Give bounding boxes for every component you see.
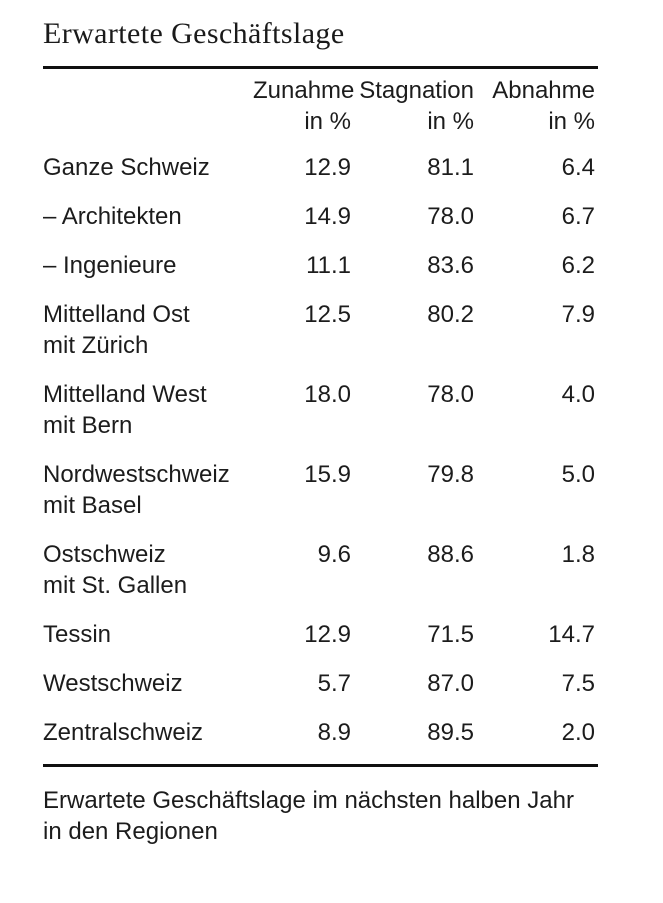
value-stagnation: 79.8 (427, 461, 474, 488)
value-stagnation: 89.5 (427, 719, 474, 746)
value-stagnation: 78.0 (427, 203, 474, 230)
table-row-zentralschweiz (43, 717, 598, 748)
table-row-nordwestschweiz (43, 459, 598, 521)
row-label: Tessin (43, 621, 112, 648)
value-stagnation: 80.2 (427, 301, 474, 328)
value-abnahme: 2.0 (561, 719, 595, 746)
row-label: – Architekten (43, 203, 182, 230)
column-header-zunahme (253, 75, 355, 137)
column-header-unit: in % (304, 108, 351, 135)
row-label: Zentralschweiz (43, 719, 204, 746)
value-abnahme: 6.4 (561, 154, 595, 181)
table-row-westschweiz (43, 668, 598, 699)
table-row-ingenieure (43, 250, 598, 281)
row-label: Mittelland West (43, 381, 207, 408)
value-zunahme: 14.9 (304, 203, 351, 230)
bottom-rule (43, 764, 598, 767)
column-header-abnahme (474, 75, 598, 137)
table-header-row (43, 69, 598, 137)
value-zunahme: 18.0 (304, 381, 351, 408)
table-row-ganze-schweiz (43, 152, 598, 183)
value-abnahme: 7.5 (561, 670, 595, 697)
table-row-ostschweiz (43, 539, 598, 601)
row-sublabel: mit Basel (43, 492, 142, 519)
row-label-cell (43, 379, 253, 441)
row-label-cell (43, 717, 253, 748)
value-abnahme: 5.0 (561, 461, 595, 488)
row-sublabel: mit Bern (43, 412, 133, 439)
row-sublabel: mit St. Gallen (43, 572, 188, 599)
column-header-unit: in % (548, 108, 595, 135)
value-abnahme: 4.0 (561, 381, 595, 408)
row-label: Nordwestschweiz (43, 461, 230, 488)
row-label-cell (43, 152, 253, 183)
row-label: Westschweiz (43, 670, 183, 697)
table-body (43, 152, 598, 748)
column-header-unit: in % (427, 108, 474, 135)
value-zunahme: 12.5 (304, 301, 351, 328)
business-outlook-table-figure (43, 16, 598, 847)
value-stagnation: 87.0 (427, 670, 474, 697)
table-row-mittelland-west (43, 379, 598, 441)
row-label-cell (43, 201, 253, 232)
column-header-label: Abnahme (492, 77, 595, 104)
table-row-architekten (43, 201, 598, 232)
row-label-cell (43, 299, 253, 361)
figure-caption: Erwartete Geschäftslage im nächsten halben Jahr in den Regionen (43, 787, 574, 845)
column-header-stagnation (351, 75, 474, 137)
row-label-cell (43, 250, 253, 281)
value-stagnation: 78.0 (427, 381, 474, 408)
value-zunahme: 11.1 (306, 252, 351, 279)
value-zunahme: 12.9 (304, 154, 351, 181)
row-label-cell (43, 459, 253, 521)
column-header-label: Zunahme (253, 77, 355, 104)
row-label: Mittelland Ost (43, 301, 190, 328)
row-label-cell (43, 539, 253, 601)
value-zunahme: 12.9 (304, 621, 351, 648)
value-abnahme: 6.2 (561, 252, 595, 279)
table-row-tessin (43, 619, 598, 650)
value-zunahme: 5.7 (317, 670, 351, 697)
value-zunahme: 8.9 (317, 719, 351, 746)
value-stagnation: 88.6 (427, 541, 474, 568)
value-stagnation: 83.6 (427, 252, 474, 279)
table-row-mittelland-ost (43, 299, 598, 361)
value-zunahme: 9.6 (317, 541, 351, 568)
row-label: Ostschweiz (43, 541, 166, 568)
value-zunahme: 15.9 (304, 461, 351, 488)
column-header-label: Stagnation (359, 77, 474, 104)
value-abnahme: 14.7 (548, 621, 595, 648)
row-sublabel: mit Zürich (43, 332, 149, 359)
row-label-cell (43, 668, 253, 699)
value-abnahme: 1.8 (561, 541, 595, 568)
value-stagnation: 81.1 (427, 154, 474, 181)
value-stagnation: 71.5 (427, 621, 474, 648)
row-label-cell (43, 619, 253, 650)
row-label: – Ingenieure (43, 252, 177, 279)
value-abnahme: 7.9 (561, 301, 595, 328)
figure-title: Erwartete Geschäftslage (43, 17, 345, 50)
row-label: Ganze Schweiz (43, 154, 210, 181)
value-abnahme: 6.7 (561, 203, 595, 230)
